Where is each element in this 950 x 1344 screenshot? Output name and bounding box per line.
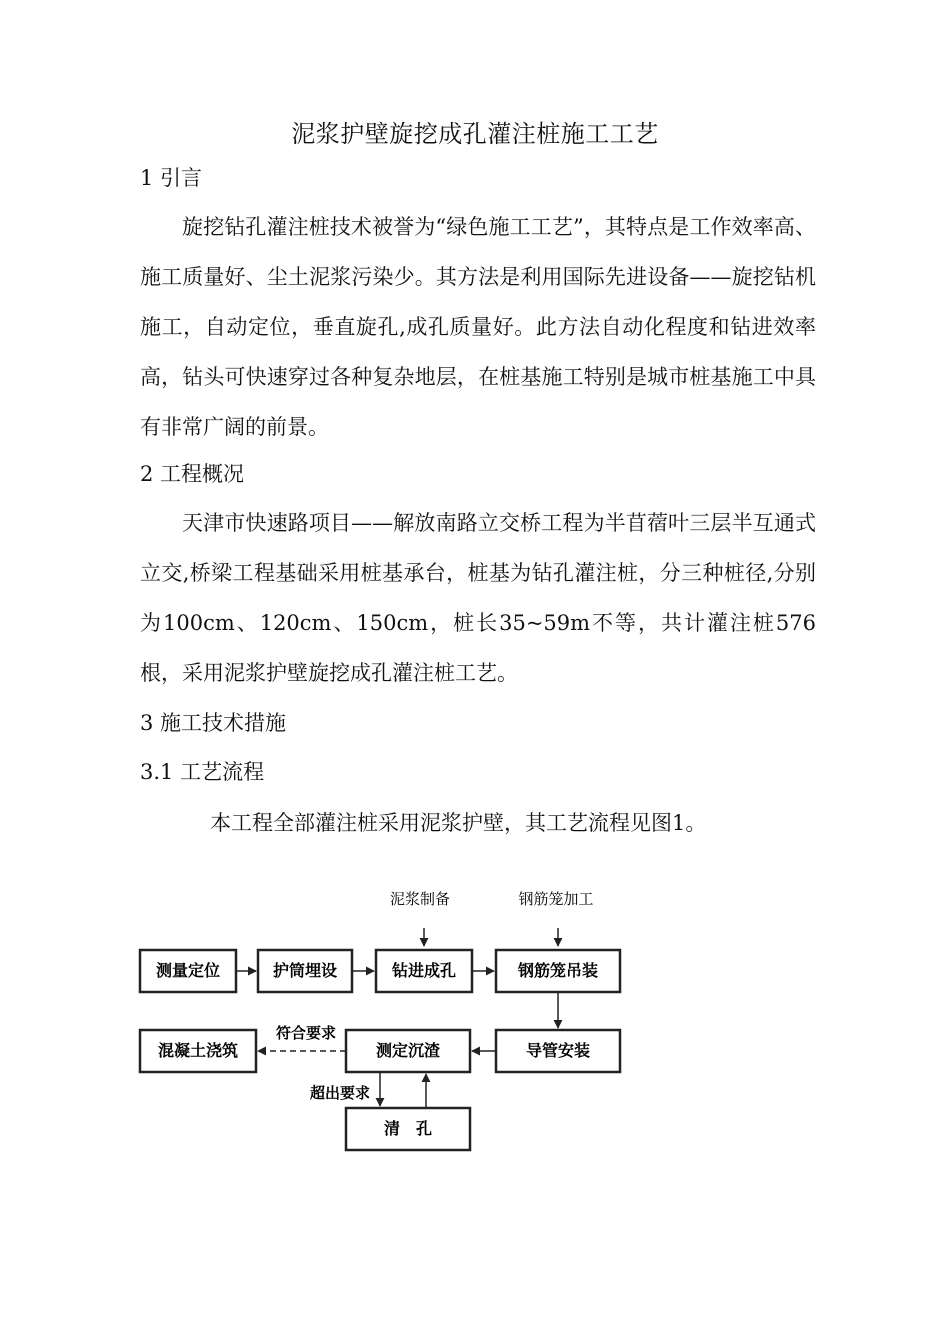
node-casing: 护筒埋设 [272,961,338,980]
section-heading-intro: 1 引言 [140,166,203,190]
section-heading-overview: 2 工程概况 [140,462,245,486]
section-heading-measures: 3 施工技术措施 [140,711,287,735]
node-pipe: 导管安装 [525,1041,591,1060]
figure-reference-text: 本工程全部灌注桩采用泥浆护壁，其工艺流程见图1。 [210,811,707,835]
node-concrete: 混凝土浇筑 [157,1041,239,1060]
node-drill: 钻进成孔 [391,961,457,980]
label-rebar-processing: 钢筋笼加工 [518,890,594,908]
node-measure: 测量定位 [155,961,221,980]
node-sediment: 测定沉渣 [375,1041,441,1060]
paragraph-intro: 旋挖钻孔灌注桩技术被誉为“绿色施工工艺”，其特点是工作效率高、施工质量好、尘土泥浆污染少。其方法是利用国际先进设备——旋挖钻机施工，自动定位，垂直旋孔,成孔质量好。此方法自动化程度和钻进效率高，钻头可快速穿过各种复杂地层，在桩基施工特别是城市桩基施工中具有非常广阔的前景。 [140,215,816,439]
edge-label-meets: 符合要求 [275,1024,337,1042]
node-cage: 钢筋笼吊装 [517,961,599,980]
edge-label-exceeds: 超出要求 [309,1084,371,1102]
process-flowchart [130,870,630,1160]
paragraph-overview: 天津市快速路项目——解放南路立交桥工程为半苜蓿叶三层半互通式立交,桥梁工程基础采用桩基承台，桩基为钻孔灌注桩，分三种桩径,分别为100cm、120cm、150cm，桩长35~59m不等，共计灌注桩576根，采用泥浆护壁旋挖成孔灌注桩工艺。 [140,511,816,685]
label-mud-prep: 泥浆制备 [389,890,451,908]
node-clean: 清 孔 [383,1119,433,1138]
document-title: 泥浆护壁旋挖成孔灌注桩施工工艺 [291,120,659,148]
section-heading-process-flow: 3.1 工艺流程 [140,760,265,784]
